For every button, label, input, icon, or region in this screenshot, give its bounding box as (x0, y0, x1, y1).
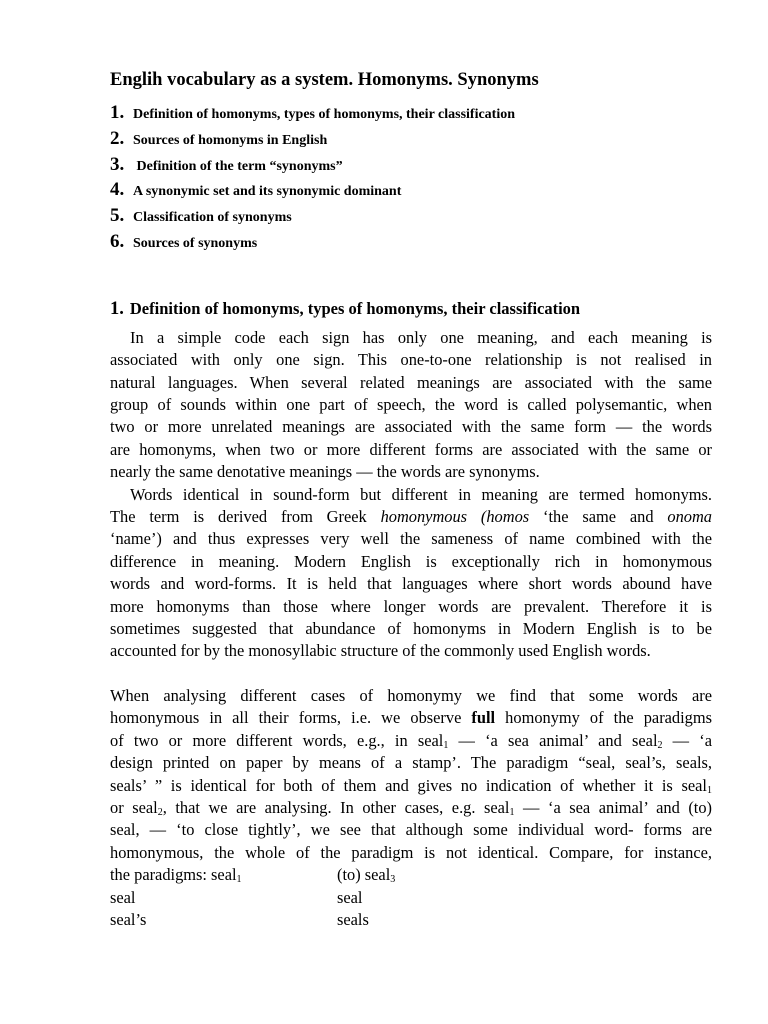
text-fragment: — ‘a (662, 730, 712, 750)
greek-term: homonymous (homos (380, 507, 530, 527)
text-fragment: homonymy of the paradigms (495, 708, 713, 728)
section-number: 1. (110, 298, 124, 319)
table-row (110, 909, 712, 931)
table-row (110, 864, 712, 886)
text-line: are homonyms, when two or more different forms are associated with the same or (110, 439, 712, 459)
text-fragment: of two or more different words, e.g., in seal (110, 730, 444, 750)
text-line: words and word-forms. It is held that languages where short words abound have (110, 574, 712, 594)
toc-text: Sources of homonyms in English (133, 132, 328, 148)
toc-text: Classification of synonyms (133, 210, 292, 226)
paradigm-cell: seal (337, 887, 363, 907)
toc-number: 5. (110, 205, 125, 227)
toc-text: A synonymic set and its synonymic dominant (133, 184, 402, 200)
toc-number: 4. (110, 179, 125, 201)
text-fragment: , that we are analysing. In other cases, e.g. seal (162, 797, 510, 817)
table-row (110, 887, 712, 909)
text-fragment: The term is derived from Greek (110, 507, 381, 527)
greek-term: onoma (667, 507, 712, 527)
text-fragment: seals’ ” is identical for both of them and gives no indication of whether it is seal (110, 775, 707, 795)
toc-item (110, 100, 712, 126)
text-line (110, 707, 712, 729)
text-line: accounted for by the monosyllabic structure of the commonly used English words. (110, 641, 651, 661)
text-line: natural languages. When several related meanings are associated with the same (110, 372, 712, 392)
paragraph-intro (110, 327, 712, 484)
text-line: seal, — ‘to close tightly’, we see that although some individual word- forms are (110, 820, 712, 840)
text-line (110, 797, 712, 819)
text-line (110, 775, 712, 797)
toc-text: Definition of homonyms, types of homonyms, their classification (133, 107, 516, 122)
toc-item (110, 152, 712, 178)
text-fragment: (to) seal (337, 865, 391, 885)
subscript: 1 (509, 806, 515, 818)
toc-number: 6. (110, 230, 125, 252)
toc-number: 2. (110, 127, 125, 149)
text-line (110, 730, 712, 752)
text-line: ‘name’) and thus expresses very well the sameness of name combined with the (110, 529, 712, 549)
subscript: 1 (707, 784, 712, 796)
paradigm-cell (337, 864, 395, 886)
toc-number: 3. (110, 153, 125, 175)
subscript: 1 (236, 874, 242, 886)
text-fragment: or seal (110, 797, 158, 817)
text-fragment: homonymous in all their forms, i.e. we observe (110, 708, 472, 728)
subscript: 2 (157, 806, 163, 818)
text-line: nearly the same denotative meanings — the words are synonyms. (110, 462, 540, 482)
text-fragment: the paradigms: seal (110, 865, 237, 885)
text-line: In a simple code each sign has only one meaning, and each meaning is (130, 327, 712, 347)
toc-item (110, 203, 712, 229)
toc-item (110, 126, 712, 152)
text-line: two or more unrelated meanings are associated with the same form — the words (110, 417, 712, 437)
text-fragment: — ‘a sea animal’ and seal (448, 730, 658, 750)
text-fragment: — ‘a sea animal’ and (to) (514, 797, 713, 817)
document-page (110, 66, 712, 931)
toc-text: Definition of the term “synonyms” (133, 158, 343, 174)
text-line: homonymous, the whole of the paradigm is not identical. Compare, for instance, (110, 842, 712, 862)
emphasis-full: full (471, 708, 496, 728)
subscript: 1 (443, 739, 449, 751)
text-line: associated with only one sign. This one-to-one relationship is not realised in (110, 350, 712, 370)
text-line: group of sounds within one part of speech, the word is called polysemantic, when (110, 395, 712, 414)
text-line (110, 506, 712, 528)
toc-item (110, 229, 712, 255)
text-line: more homonyms than those where longer words are prevalent. Therefore it is (110, 596, 712, 616)
toc-text: Sources of synonyms (133, 235, 258, 251)
document-title: Englih vocabulary as a system. Homonyms. Synonyms (110, 70, 539, 90)
text-line: Words identical in sound-form but different in meaning are termed homonyms. (130, 484, 712, 504)
toc-number: 1. (110, 102, 125, 123)
section-title: Definition of homonyms, types of homonyms, their classification (129, 298, 581, 318)
paradigm-cell: seal’s (110, 909, 147, 929)
subscript: 3 (390, 874, 396, 886)
subscript: 2 (657, 739, 663, 751)
paradigm-comparison (110, 864, 712, 931)
text-fragment: ‘the same and (529, 507, 668, 527)
text-line: sometimes suggested that abundance of homonyms in Modern English is to be (110, 619, 712, 639)
paragraph-homonyms-definition (110, 484, 712, 663)
text-line: When analysing different cases of homonymy we find that some words are (110, 685, 712, 705)
paradigm-cell (110, 864, 242, 886)
text-line: difference in meaning. Modern English is exceptionally rich in homonymous (110, 551, 712, 571)
paragraph-homonymy-cases (110, 685, 712, 864)
paradigm-cell: seal (110, 887, 136, 907)
toc-item (110, 177, 712, 203)
table-of-contents (110, 100, 712, 255)
paradigm-cell: seals (337, 909, 369, 929)
section-heading (110, 292, 712, 322)
text-line: design printed on paper by means of a stamp’. The paradigm “seal, seal’s, seals, (110, 753, 712, 773)
